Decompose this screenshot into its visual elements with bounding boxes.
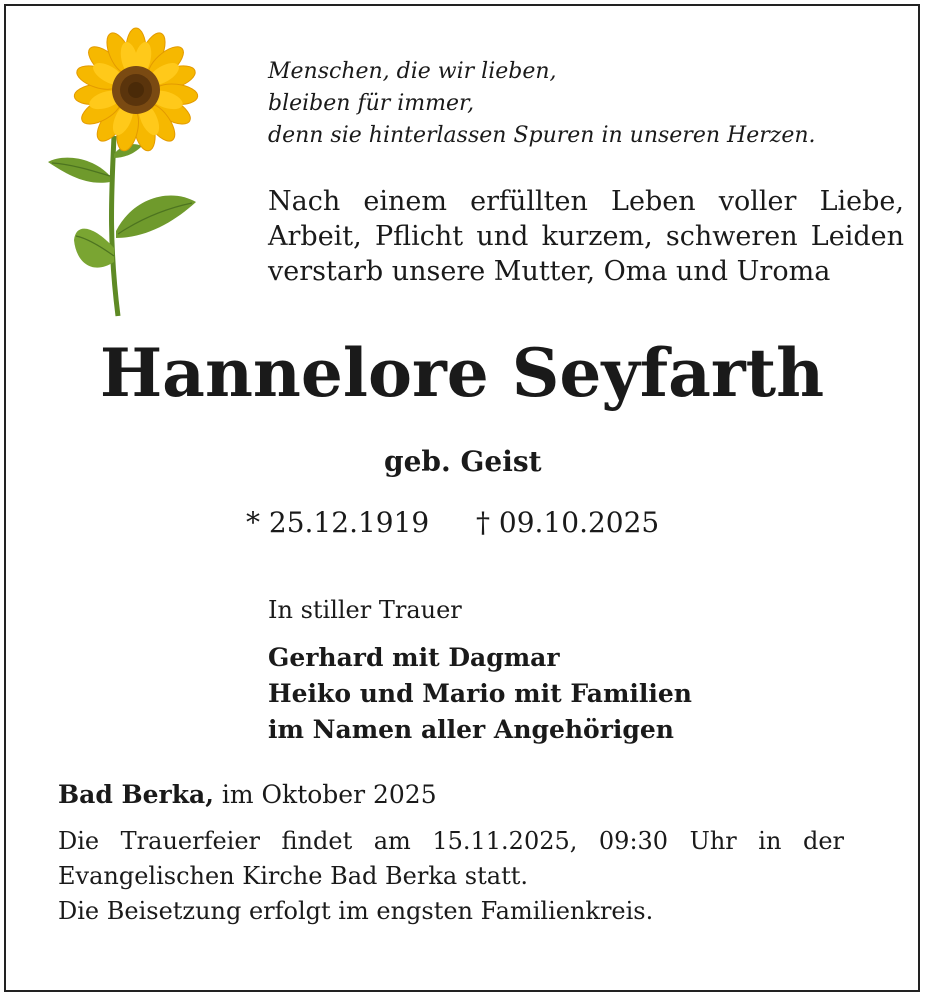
mourner-entry: Gerhard mit Dagmar [268, 643, 560, 672]
place-town: Bad Berka, [58, 780, 214, 809]
poem [268, 56, 816, 152]
intro-text [268, 184, 904, 289]
mourner-entry: Heiko und Mario mit Familien [268, 679, 692, 708]
poem-line: Menschen, die wir lieben, [268, 59, 557, 84]
deceased-name: Hannelore Seyfarth [99, 334, 825, 412]
birth-date: 25.12.1919 [268, 506, 430, 539]
mourning-label: In stiller Trauer [268, 596, 462, 624]
intro-line: Arbeit, Pflicht und kurzem, schweren Leiden [268, 221, 904, 252]
place-date-text: im Oktober 2025 [221, 780, 437, 809]
birth-name: geb. Geist [384, 445, 542, 478]
intro-line: verstarb unsere Mutter, Oma und Uroma [268, 256, 831, 287]
notice-line: Evangelischen Kirche Bad Berka statt. [58, 862, 528, 890]
death-date-line [476, 503, 659, 543]
birth-symbol: * [246, 506, 260, 539]
poem-line: bleiben für immer, [268, 91, 475, 116]
obituary-notice [4, 4, 920, 992]
death-symbol: † [476, 506, 490, 539]
notice-line: Die Trauerfeier findet am 15.11.2025, 09:30 Uhr in der [58, 827, 844, 855]
place-date [58, 776, 437, 814]
poem-line: denn sie hinterlassen Spuren in unseren Herzen. [268, 123, 816, 148]
sunflower-icon [42, 26, 202, 318]
birth-date-line [246, 503, 429, 543]
intro-line: Nach einem erfüllten Leben voller Liebe, [268, 186, 904, 217]
notice-line: Die Beisetzung erfolgt im engsten Familienkreis. [58, 897, 654, 925]
mourner-entry: im Namen aller Angehörigen [268, 715, 674, 744]
funeral-notice [58, 824, 844, 929]
mourner-list [268, 640, 692, 748]
death-date: 09.10.2025 [498, 506, 660, 539]
